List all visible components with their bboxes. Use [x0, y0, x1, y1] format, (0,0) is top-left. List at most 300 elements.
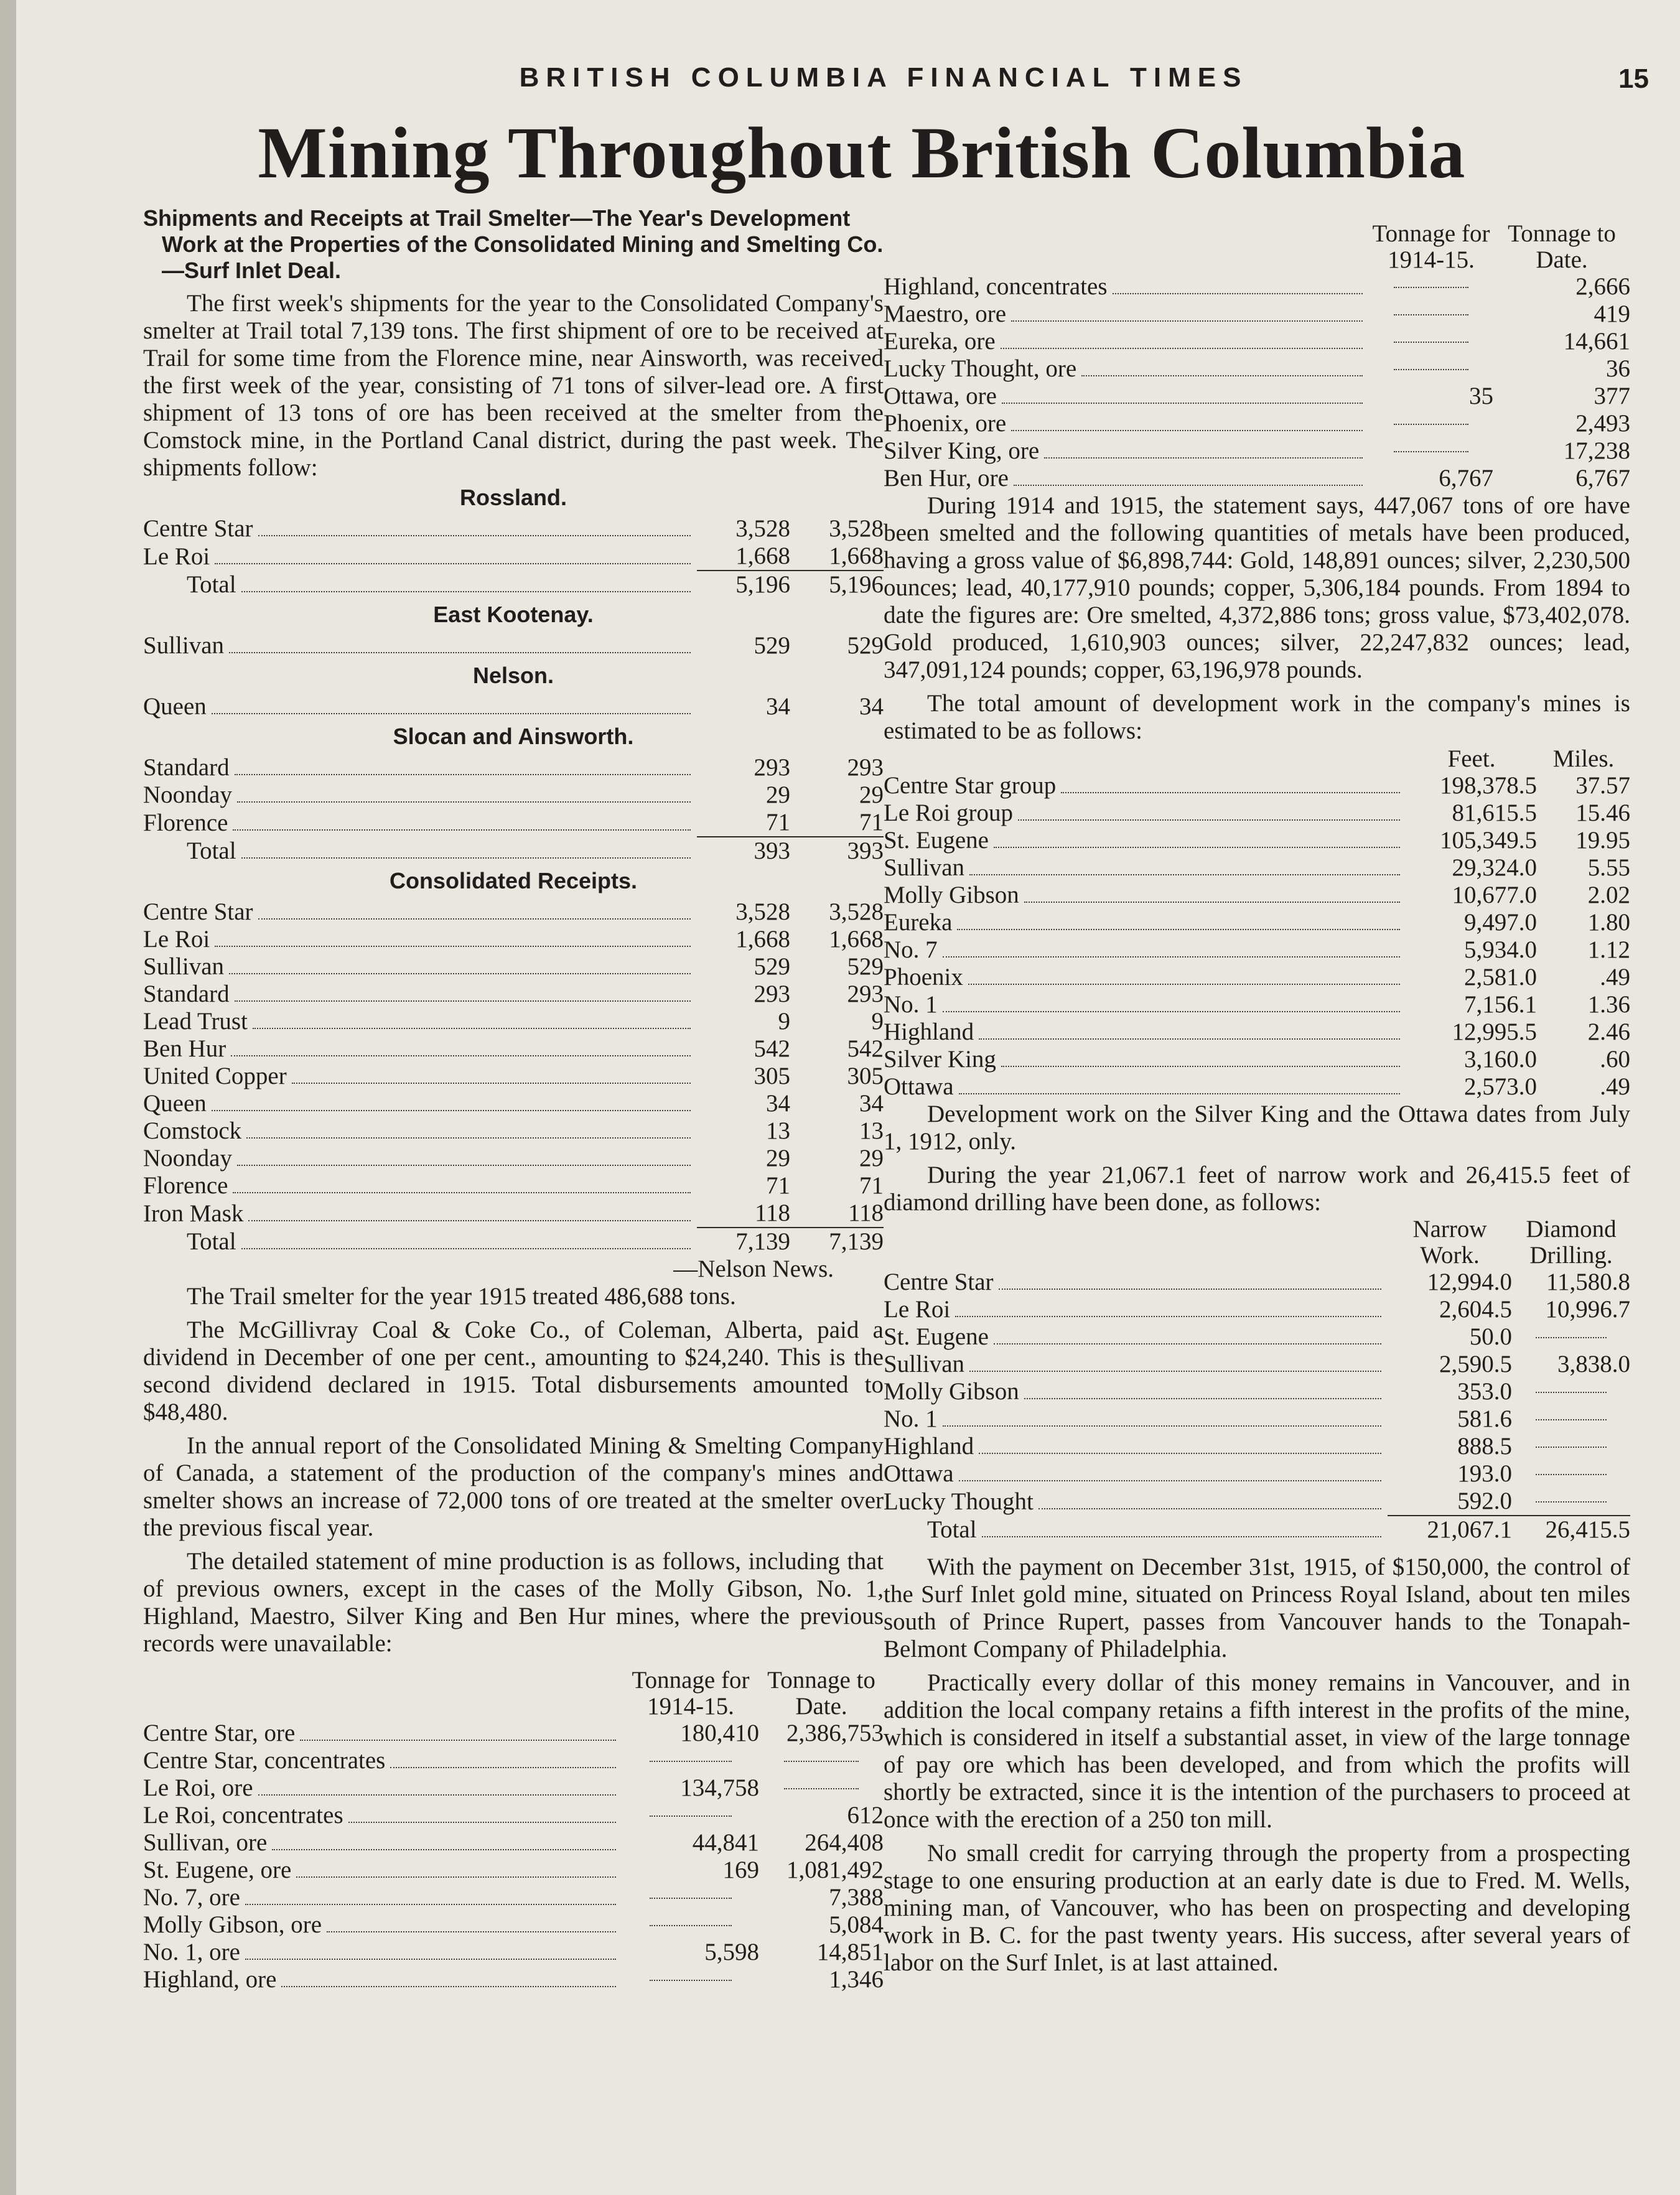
table-row [884, 328, 1630, 355]
row-name-cell [884, 410, 1369, 437]
dot-leader [235, 1000, 691, 1002]
value-cell: 13 [859, 1117, 884, 1144]
smelted-metals-paragraph: During 1914 and 1915, the statement says, 447,067 tons of ore have been smelted and the following quantities of metals have been produced, having a gross value of $6,898,744: Gold, 148,891 ounces; silver, 2,230,500 ounces; lead, 40,177,910 pounds; copper, 5,306,184 pounds. From 1894 to date the figures are: Ore smelted, 4,372,886 tons; gross value, $73,402,078. Gold produced, 1,610,903 ounces; silver, 22,247,832 ounces; lead, 347,091,124 pounds; copper, 63,196,978 pounds. [884, 492, 1630, 683]
row-name: United Copper [143, 1063, 287, 1089]
table-row [143, 809, 884, 837]
dot-leader [245, 1959, 616, 1960]
table-row [143, 781, 884, 809]
value-cell: 7,139 [790, 1228, 884, 1256]
row-name: Le Roi, concentrates [143, 1802, 343, 1829]
row-name: Highland [884, 1433, 974, 1460]
surf-inlet-paragraph-1: With the payment on December 31st, 1915, of $150,000, the control of the Surf Inlet gold mine, situated on Princess Royal Island, about ten miles south of Prince Rupert, passes from Vancouver hands to the Tonapah-Belmont Company of Philadelphia. [884, 1554, 1630, 1662]
value-cell: 1,346 [829, 1966, 884, 1993]
dot-leader [241, 591, 691, 592]
table-row [143, 693, 884, 720]
value-cell: 2,573.0 [1464, 1073, 1537, 1100]
blank-leader [1394, 424, 1468, 425]
row-name-cell [143, 1035, 697, 1063]
table-production-part-1 [143, 1667, 884, 1993]
value-cell: 264,408 [805, 1829, 884, 1856]
value-cell: 118 [847, 1200, 884, 1226]
column-header: Miles. [1552, 745, 1615, 772]
row-name: No. 1 [884, 991, 938, 1018]
value-cell: 180,410 [680, 1720, 759, 1746]
value-cell: 21,067.1 [1388, 1516, 1512, 1544]
intro-paragraph: The first week's shipments for the year to the Consolidated Company's smelter at Trail total 7,139 tons. The first shipment of ore to be received at Trail for some time from the Florence mine, near Ainsworth, was received the first week of the year, consisting of 71 tons of silver-lead ore. A first shipment of 13 tons of ore has been received at the smelter from the Comstock mine, in the Portland Canal district, during the past week. The shipments follow: [143, 290, 884, 481]
table-row [884, 882, 1630, 909]
dot-leader [1113, 293, 1363, 294]
value-cell: 5,084 [829, 1911, 884, 1938]
table-row [884, 772, 1630, 799]
article-deck: Shipments and Receipts at Trail Smelter—The Year's Development Work at the Properties of the Consolidated Mining and Smelting Co.—Surf Inlet Deal. [143, 205, 884, 283]
header-spacer [884, 1216, 1388, 1269]
row-name-cell [884, 328, 1369, 355]
value-cell: 1,668 [829, 543, 884, 569]
table-row [884, 410, 1630, 437]
value-cell: 14,661 [1563, 328, 1630, 355]
blank-leader-cell [1369, 355, 1493, 383]
value-cell: 2,666 [1575, 273, 1630, 300]
row-name-cell [143, 1884, 622, 1911]
header-spacer [884, 745, 1406, 772]
value-cell: 2,590.5 [1439, 1351, 1512, 1377]
value-cell: 5,934.0 [1464, 936, 1537, 963]
value-cell: 5,598 [704, 1939, 759, 1965]
row-name: No. 1, ore [143, 1939, 240, 1965]
value-cell: 305 [754, 1063, 790, 1089]
blank-leader [1394, 369, 1468, 370]
value-cell: 5,196 [790, 571, 884, 599]
value-cell: 34 [859, 693, 884, 720]
value-cell: 71 [859, 1172, 884, 1199]
row-name-cell [143, 543, 697, 571]
blank-leader [1536, 1337, 1607, 1338]
blank-leader-cell [622, 1802, 759, 1829]
value-cell: 581.6 [1457, 1405, 1512, 1432]
dot-leader [1061, 792, 1400, 793]
value-cell: 19.95 [1575, 827, 1630, 854]
page-edge-shadow [0, 0, 16, 2195]
value-cell: .60 [1600, 1046, 1630, 1073]
value-cell: 29 [859, 781, 884, 808]
table-row [884, 383, 1630, 410]
section-heading-slocan: Slocan and Ainsworth. [393, 724, 634, 749]
dot-leader [248, 1220, 691, 1221]
value-cell: 1,668 [829, 926, 884, 953]
blank-leader-cell [759, 1774, 884, 1802]
row-name-cell [884, 1296, 1388, 1323]
value-cell: 35 [1469, 383, 1493, 409]
value-cell: 26,415.5 [1512, 1516, 1630, 1544]
row-name: Noonday [143, 781, 232, 808]
table-row [884, 1018, 1630, 1046]
dot-leader [979, 1038, 1400, 1040]
work-1915-paragraph: During the year 21,067.1 feet of narrow work and 26,415.5 feet of diamond drilling have been done, as follows: [884, 1162, 1630, 1216]
value-cell: 3,528 [829, 898, 884, 925]
value-cell: 71 [766, 809, 790, 836]
row-name: Sullivan [884, 854, 965, 881]
table-row [884, 991, 1630, 1018]
dot-leader [1014, 485, 1363, 486]
row-name-cell [143, 898, 697, 926]
dot-leader [231, 1055, 691, 1056]
blank-leader [650, 1898, 732, 1899]
table-row [143, 1008, 884, 1035]
value-cell: 7,139 [697, 1228, 790, 1256]
row-name-cell [143, 1090, 697, 1117]
table-row [884, 827, 1630, 854]
value-cell: 10,677.0 [1452, 882, 1537, 908]
value-cell: 293 [847, 754, 884, 781]
blank-leader [784, 1761, 859, 1762]
row-name: Maestro, ore [884, 301, 1007, 327]
row-name-cell [143, 1911, 622, 1939]
dot-leader [229, 652, 691, 653]
blank-leader-cell [1369, 273, 1493, 301]
row-name: Le Roi group [884, 799, 1013, 826]
table-header-row [884, 745, 1630, 772]
value-cell: 293 [847, 981, 884, 1007]
dot-leader [1024, 902, 1400, 903]
row-name: Centre Star, concentrates [143, 1747, 386, 1774]
row-name-cell [143, 1774, 622, 1802]
value-cell: 612 [847, 1802, 884, 1829]
dot-leader [237, 801, 691, 803]
row-name: Silver King [884, 1046, 996, 1073]
dot-leader [1024, 1398, 1381, 1399]
value-cell: 5,196 [697, 571, 790, 599]
row-name-cell [143, 1117, 697, 1145]
table-row [884, 854, 1630, 882]
table-row [884, 964, 1630, 991]
row-name: Molly Gibson, ore [143, 1911, 322, 1938]
value-cell: 293 [754, 981, 790, 1007]
row-name: Eureka [884, 909, 953, 936]
dot-leader [1018, 819, 1400, 821]
table-row [143, 1063, 884, 1090]
table-row [143, 1857, 884, 1884]
row-name: Highland, concentrates [884, 273, 1108, 300]
row-name: Sullivan [143, 953, 225, 980]
row-name: Silver King, ore [884, 437, 1040, 464]
row-name-cell [884, 1378, 1388, 1405]
row-name-cell [884, 273, 1369, 301]
table-row [143, 632, 884, 659]
value-cell: 34 [766, 693, 790, 720]
dot-leader [968, 984, 1400, 985]
table-row [884, 301, 1630, 328]
column-header: Tonnage for 1914-15. [1372, 220, 1490, 273]
table-rossland [143, 515, 884, 599]
row-name: Molly Gibson [884, 882, 1019, 908]
value-cell: 1,668 [735, 926, 790, 953]
dot-leader [245, 1904, 616, 1905]
dot-leader [241, 1248, 691, 1249]
dot-leader [1002, 403, 1363, 404]
row-name-cell [143, 571, 697, 599]
value-cell: 71 [859, 809, 884, 836]
detailed-statement-paragraph: The detailed statement of mine production is as follows, including that of previous owners, except in the cases of the Molly Gibson, No. 1, Highland, Maestro, Silver King and Ben Hur mines, where the previous records were unavailable: [143, 1548, 884, 1657]
value-cell: 2.02 [1587, 882, 1630, 908]
row-name-cell [143, 693, 697, 720]
table-row [884, 799, 1630, 827]
table-header-row [143, 1667, 884, 1720]
value-cell: 3,528 [735, 898, 790, 925]
table-row [143, 1911, 884, 1939]
dot-leader [241, 857, 691, 859]
table-development-work [884, 745, 1630, 1101]
table-row [143, 543, 884, 571]
table-narrow-work-drilling [884, 1216, 1630, 1544]
blank-leader [1536, 1392, 1607, 1393]
table-row [143, 1884, 884, 1911]
table-row [143, 754, 884, 781]
table-row [884, 1296, 1630, 1323]
row-name: Centre Star [143, 898, 253, 925]
row-name-cell [884, 301, 1369, 328]
row-name: St. Eugene [884, 827, 989, 854]
row-name-cell [884, 1460, 1388, 1488]
total-row [884, 1516, 1630, 1544]
table-row [884, 936, 1630, 964]
blank-leader-cell [1369, 437, 1493, 465]
dot-leader [229, 973, 691, 974]
value-cell: 419 [1594, 301, 1630, 327]
blank-leader-cell [622, 1966, 759, 1993]
row-name-cell [884, 991, 1406, 1018]
blank-leader-cell [1512, 1405, 1630, 1433]
value-cell: 7,388 [829, 1884, 884, 1911]
value-cell: 542 [754, 1035, 790, 1062]
row-name-cell [143, 632, 697, 659]
value-cell: 29 [766, 1145, 790, 1172]
row-name-cell [143, 1829, 622, 1857]
row-name-cell [143, 1802, 622, 1829]
table-row [143, 1720, 884, 1747]
trail-smelter-paragraph: The Trail smelter for the year 1915 treated 486,688 tons. [187, 1283, 736, 1310]
total-row [143, 1228, 884, 1256]
page-title: Mining Throughout British Columbia [258, 112, 1466, 193]
row-name: Molly Gibson [884, 1378, 1019, 1405]
table-row [143, 1966, 884, 1993]
row-name: Le Roi [143, 543, 210, 570]
blank-leader [650, 1761, 732, 1762]
row-name: Centre Star, ore [143, 1720, 296, 1746]
row-name: Centre Star group [884, 772, 1057, 799]
blank-leader-cell [1512, 1323, 1630, 1351]
row-name: Total [187, 1228, 236, 1255]
row-name-cell [884, 355, 1369, 383]
row-name-cell [884, 1405, 1388, 1433]
value-cell: 888.5 [1457, 1433, 1512, 1460]
table-row [143, 953, 884, 981]
row-name: Highland, ore [143, 1966, 277, 1993]
row-name: Eureka, ore [884, 328, 996, 355]
row-name: Le Roi [884, 1296, 951, 1323]
value-cell: 198,378.5 [1440, 772, 1537, 799]
table-row [143, 926, 884, 953]
value-cell: 37.57 [1575, 772, 1630, 799]
table-nelson [143, 693, 884, 720]
dot-leader [1011, 320, 1363, 322]
section-heading-rossland: Rossland. [459, 485, 567, 510]
row-name-cell [143, 1008, 697, 1035]
table-row [143, 1035, 884, 1063]
dot-leader [1044, 457, 1363, 459]
value-cell: 5.55 [1587, 854, 1630, 881]
row-name: Noonday [143, 1145, 232, 1172]
header-spacer [884, 221, 1369, 273]
row-name: Phoenix [884, 964, 963, 990]
row-name-cell [884, 1073, 1406, 1101]
value-cell: 2.46 [1587, 1018, 1630, 1045]
table-row [143, 1145, 884, 1172]
value-cell: 1.36 [1587, 991, 1630, 1018]
column-header: Diamond Drilling. [1526, 1216, 1617, 1269]
value-cell: 44,841 [692, 1829, 759, 1856]
value-cell: 9 [778, 1008, 790, 1035]
row-name: Standard [143, 754, 230, 781]
row-name: Total [187, 837, 236, 864]
column-header: Narrow Work. [1412, 1216, 1487, 1269]
row-name-cell [143, 1720, 622, 1747]
row-name-cell [884, 383, 1369, 410]
row-name-cell [143, 1145, 697, 1172]
value-cell: 529 [847, 632, 884, 659]
page-number: 15 [1618, 63, 1649, 94]
value-cell: 81,615.5 [1452, 799, 1537, 826]
dot-leader [258, 535, 691, 536]
row-name: Centre Star [884, 1269, 994, 1295]
blank-leader [650, 1925, 732, 1926]
table-row [884, 273, 1630, 301]
dot-leader [327, 1931, 616, 1932]
left-column [143, 205, 884, 1993]
row-name: No. 7, ore [143, 1884, 240, 1911]
row-name: Centre Star [143, 515, 253, 542]
table-row [884, 1269, 1630, 1296]
row-name-cell [143, 837, 697, 865]
table-slocan [143, 754, 884, 865]
blank-leader [1536, 1501, 1607, 1503]
right-column [884, 221, 1630, 1977]
value-cell: 305 [847, 1063, 884, 1089]
section-heading-consolidated: Consolidated Receipts. [389, 868, 638, 893]
row-name: Ottawa [884, 1073, 954, 1100]
row-name: Standard [143, 981, 230, 1007]
row-name-cell [884, 1269, 1388, 1296]
table-row [143, 1774, 884, 1802]
value-cell: 12,994.0 [1427, 1269, 1512, 1295]
row-name-cell [143, 1063, 697, 1090]
dot-leader [943, 956, 1400, 958]
dot-leader [258, 1794, 616, 1796]
value-cell: 592.0 [1457, 1488, 1512, 1514]
dot-leader [233, 1192, 691, 1193]
value-cell: 193.0 [1457, 1460, 1512, 1487]
row-name: Ottawa [884, 1460, 954, 1487]
value-cell: 71 [766, 1172, 790, 1199]
table-row [884, 1323, 1630, 1351]
blank-leader-cell [759, 1747, 884, 1774]
dot-leader [390, 1767, 616, 1768]
value-cell: 15.46 [1575, 799, 1630, 826]
row-name-cell [143, 1966, 622, 1993]
dot-leader [994, 1343, 1381, 1344]
blank-leader-cell [1512, 1488, 1630, 1516]
blank-leader [1394, 287, 1468, 288]
table-row [143, 1747, 884, 1774]
row-name-cell [143, 781, 697, 809]
value-cell: 393 [697, 837, 790, 865]
row-name-cell [143, 1747, 622, 1774]
column-header: Tonnage for 1914-15. [632, 1667, 750, 1720]
value-cell: 2,581.0 [1464, 964, 1537, 990]
row-name: St. Eugene, ore [143, 1857, 292, 1883]
table-row [143, 1200, 884, 1228]
dot-leader [959, 1093, 1400, 1094]
table-row [884, 1433, 1630, 1460]
row-name: Total [927, 1516, 977, 1543]
dot-leader [253, 1028, 691, 1029]
blank-leader [1536, 1474, 1607, 1475]
blank-leader-cell [1369, 301, 1493, 328]
value-cell: 529 [754, 632, 790, 659]
value-cell: 11,580.8 [1546, 1269, 1630, 1295]
total-row [143, 837, 884, 865]
value-cell: 542 [847, 1035, 884, 1062]
row-name: Ottawa, ore [884, 383, 997, 409]
row-name-cell [884, 964, 1406, 991]
row-name-cell [143, 754, 697, 781]
row-name: Le Roi, ore [143, 1774, 253, 1801]
development-note-paragraph: Development work on the Silver King and the Ottawa dates from July 1, 1912, only. [884, 1101, 1630, 1155]
table-row [143, 1090, 884, 1117]
value-cell: 293 [754, 754, 790, 781]
blank-leader-cell [622, 1747, 759, 1774]
table-east-kootenay [143, 632, 884, 659]
row-name-cell [884, 437, 1369, 465]
dot-leader [994, 847, 1400, 848]
blank-leader-cell [622, 1884, 759, 1911]
value-cell: 118 [754, 1200, 790, 1226]
value-cell: 17,238 [1563, 437, 1630, 464]
table-row [884, 909, 1630, 936]
table-row [884, 465, 1630, 492]
blank-leader [784, 1788, 859, 1789]
table-production-part-2 [884, 221, 1630, 492]
row-name: Queen [143, 1090, 207, 1117]
row-name: Florence [143, 1172, 228, 1199]
value-cell: 2,604.5 [1439, 1296, 1512, 1323]
value-cell: 3,528 [735, 515, 790, 542]
value-cell: 29 [859, 1145, 884, 1172]
row-name: Phoenix, ore [884, 410, 1007, 437]
development-intro-paragraph: The total amount of development work in the company's mines is estimated to be as follows: [884, 690, 1630, 744]
blank-leader [1536, 1447, 1607, 1448]
value-cell: 50.0 [1469, 1323, 1512, 1350]
value-cell: 1.12 [1587, 936, 1630, 963]
value-cell: 134,758 [680, 1774, 759, 1801]
row-name: Sullivan [143, 632, 225, 659]
table-row [884, 1488, 1630, 1516]
dot-leader [1001, 1066, 1400, 1067]
dot-leader [969, 1371, 1381, 1372]
row-name: Comstock [143, 1117, 242, 1144]
dot-leader [1081, 375, 1363, 376]
dot-leader [957, 929, 1400, 930]
row-name-cell [884, 1046, 1406, 1073]
